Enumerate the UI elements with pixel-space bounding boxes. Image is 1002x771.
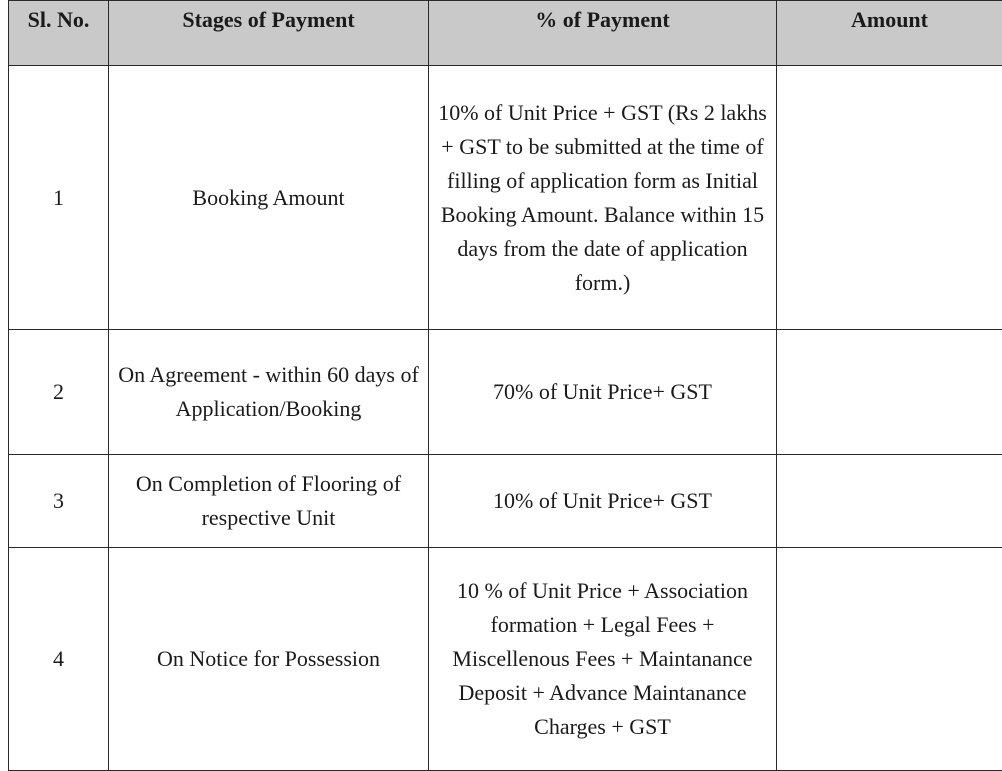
cell-amount [777, 330, 1002, 455]
cell-percent: 10% of Unit Price+ GST [429, 455, 777, 548]
table-row [9, 548, 1002, 771]
payment-schedule-table [8, 0, 1002, 771]
cell-percent: 10% of Unit Price + GST (Rs 2 lakhs + GST to be submitted at the time of filling of application form as Initial Booking Amount. Balance within 15 days from the date of application form.) [429, 66, 777, 330]
header-percent-of-payment: % of Payment [429, 1, 777, 66]
table-row [9, 330, 1002, 455]
header-sl-no: Sl. No. [9, 1, 109, 66]
header-stages-of-payment: Stages of Payment [109, 1, 429, 66]
cell-percent: 70% of Unit Price+ GST [429, 330, 777, 455]
table-row [9, 66, 1002, 330]
cell-percent: 10 % of Unit Price + Association formation + Legal Fees + Miscellenous Fees + Maintanance Deposit + Advance Maintanance Charges + GST [429, 548, 777, 771]
cell-stage: On Agreement - within 60 days of Application/Booking [109, 330, 429, 455]
cell-amount [777, 455, 1002, 548]
table-row [9, 455, 1002, 548]
cell-amount [777, 548, 1002, 771]
cell-sl-no: 2 [9, 330, 109, 455]
cell-stage: On Notice for Possession [109, 548, 429, 771]
header-amount: Amount [777, 1, 1002, 66]
cell-sl-no: 1 [9, 66, 109, 330]
table-header [9, 1, 1002, 66]
cell-stage: On Completion of Flooring of respective Unit [109, 455, 429, 548]
table-body [9, 66, 1002, 771]
cell-sl-no: 3 [9, 455, 109, 548]
cell-sl-no: 4 [9, 548, 109, 771]
cell-stage: Booking Amount [109, 66, 429, 330]
header-row [9, 1, 1002, 66]
cell-amount [777, 66, 1002, 330]
